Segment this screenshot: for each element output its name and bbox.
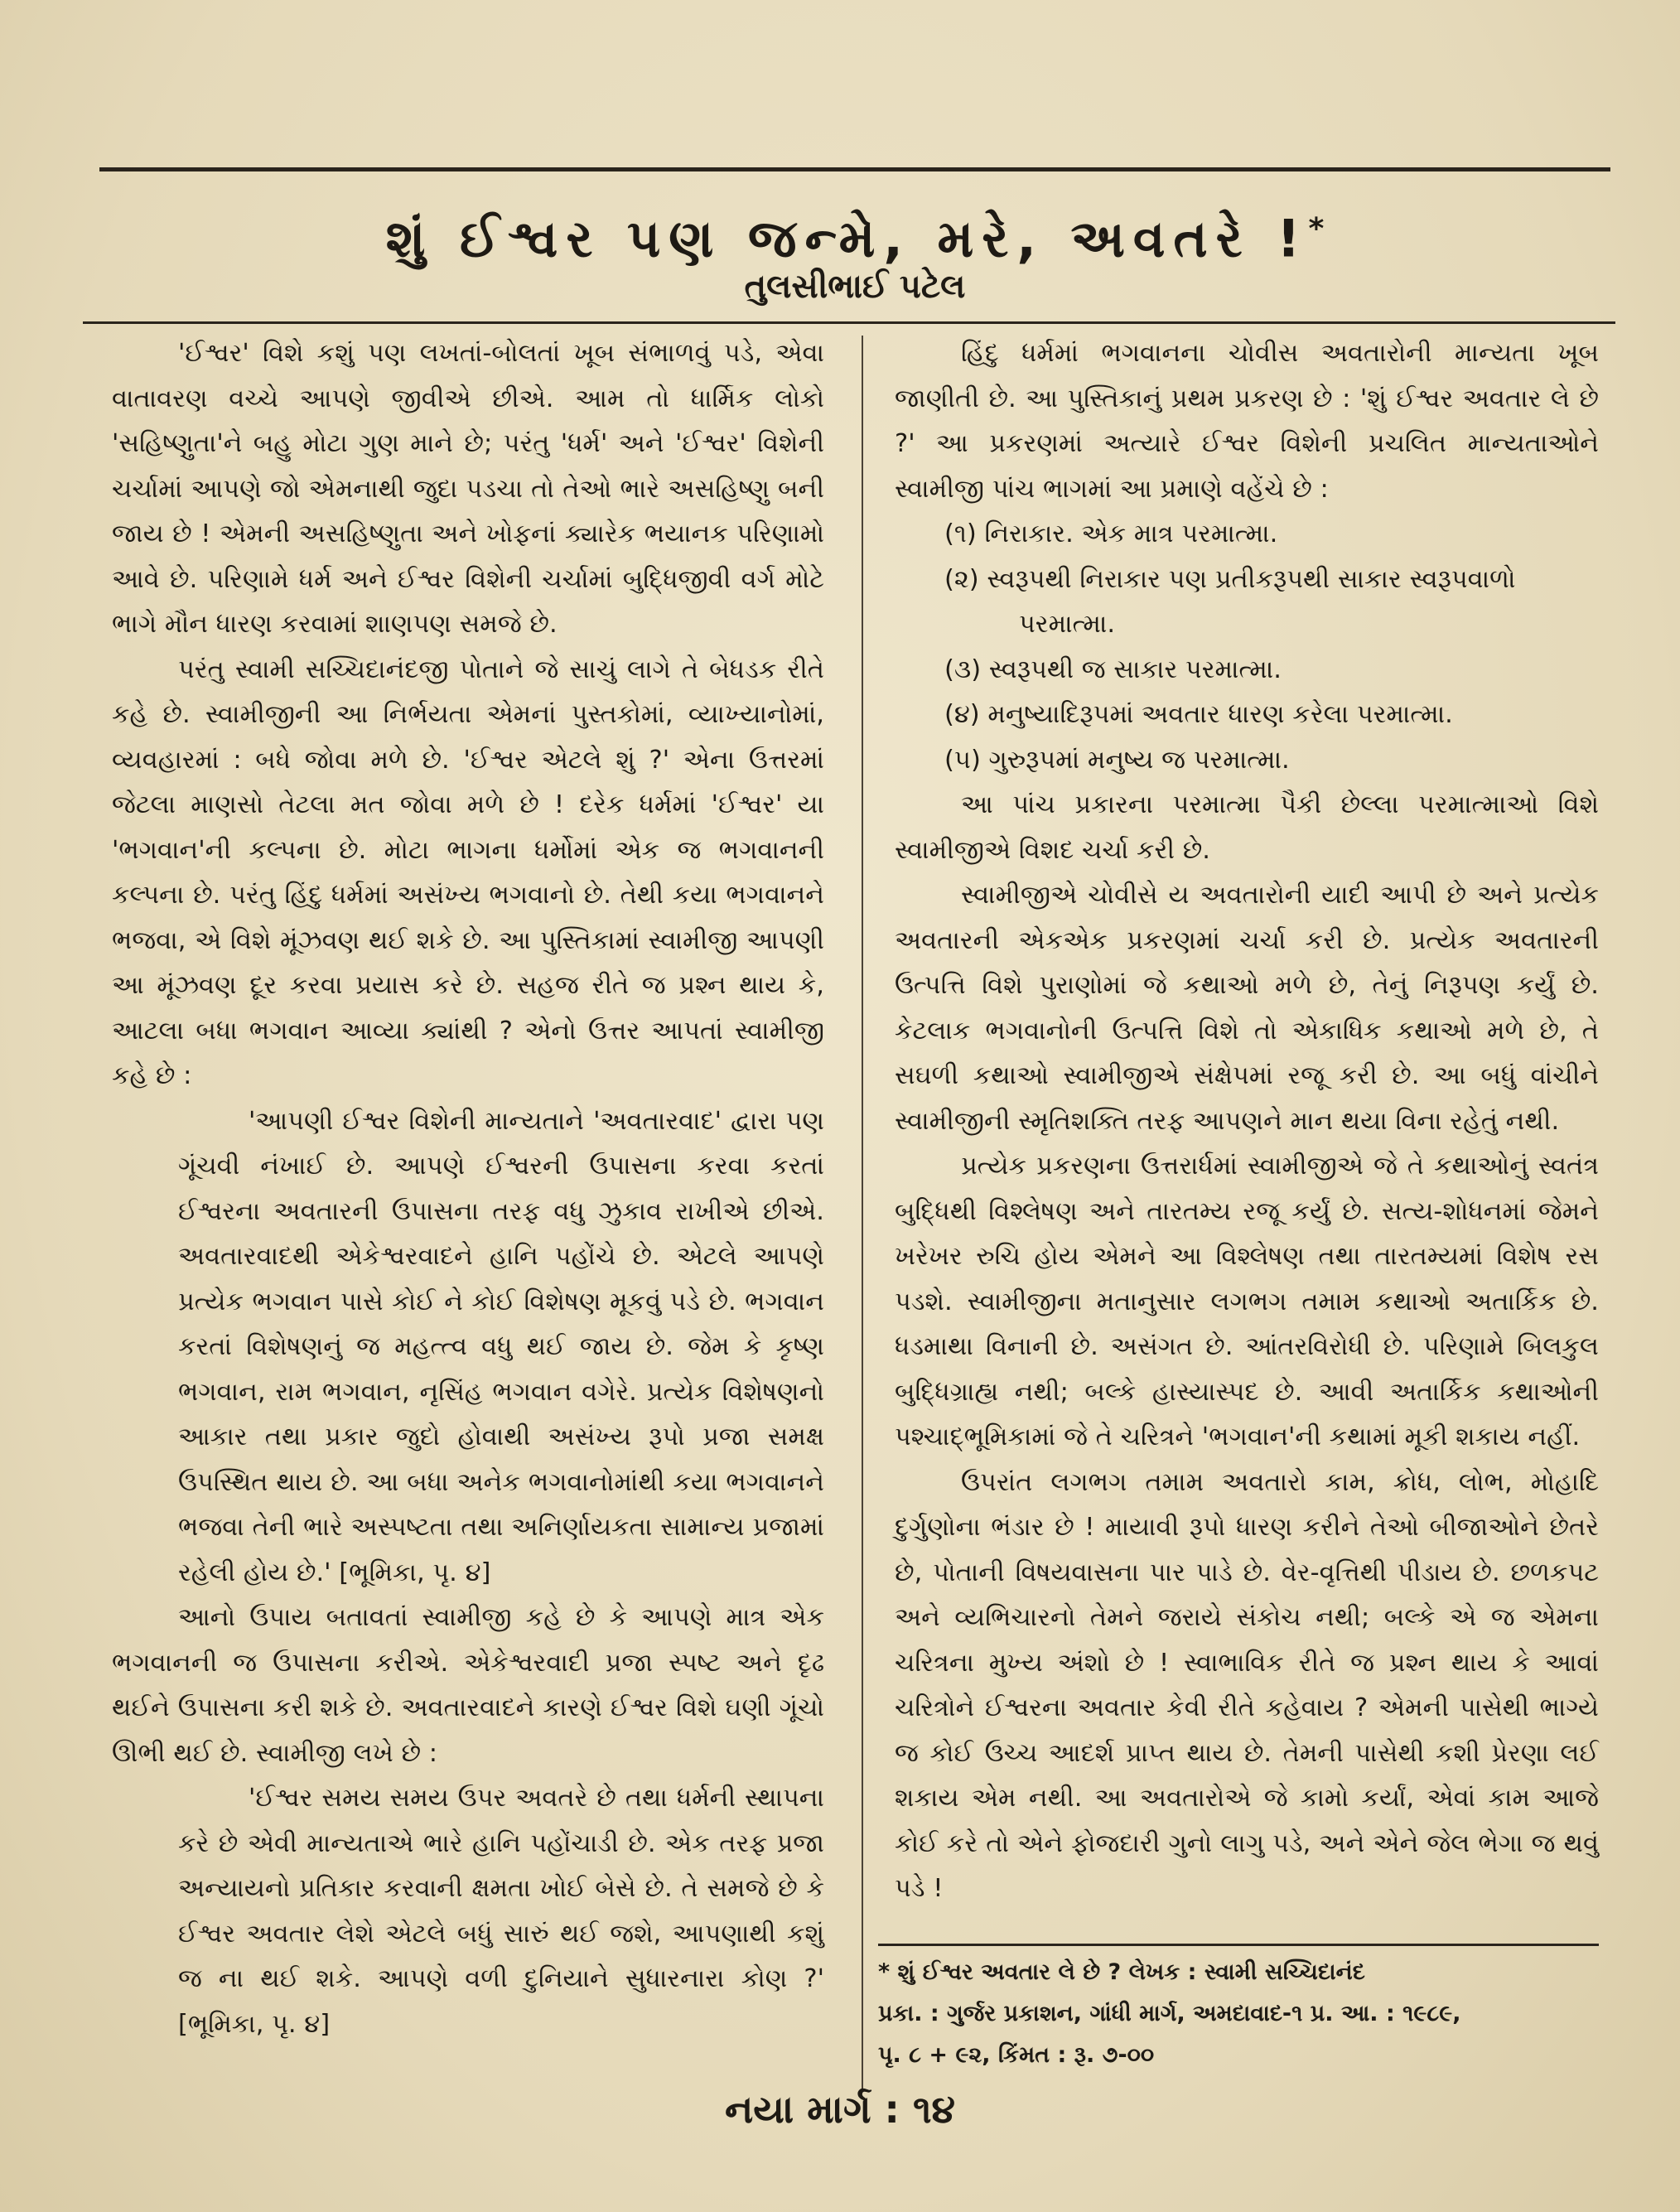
footnote-rule: [878, 1944, 1599, 1946]
footnote-line-2: પ્રકા. : ગુર્જર પ્રકાશન, ગાંધી માર્ગ, અમદાવાદ-૧ પ્ર. આ. : ૧૯૮૯,: [878, 2001, 1461, 2026]
left-column: [112, 331, 824, 2047]
list-item: (૨) સ્વરૂપથી નિરાકાર પણ પ્રતીકરૂપથી સાકાર સ્વરૂપવાળો પરમાત્મા.: [944, 564, 1516, 639]
left-quote-1: 'આપણી ઈશ્વર વિશેની માન્યતાને 'અવતારવાદ' દ્વારા પણ ગૂંચવી નંખાઈ છે. આપણે ઈશ્વરની ઉપાસના કરવા કરતાં ઈશ્વરના અવતારની ઉપાસના તરફ વધુ ઝુકાવ રાખીએ છીએ. અવતારવાદથી એકેશ્વરવાદને હાનિ પહોંચે છે. એટલે આપણે પ્રત્યેક ભગવાન પાસે કોઈ ને કોઈ વિશેષણ મૂકવું પડે છે. ભગવાન કરતાં વિશેષણનું જ મહત્ત્વ વધુ થઈ જાય છે. જેમ કે કૃષ્ણ ભગવાન, રામ ભગવાન, નૃસિંહ ભગવાન વગેરે. પ્રત્યેક વિશેષણનો આકાર તથા પ્રકાર જુદો હોવાથી અસંખ્ય રૂપો પ્રજા સમક્ષ ઉપસ્થિત થાય છે. આ બધા અનેક ભગવાનોમાંથી કયા ભગવાનને ભજવા તેની ભારે અસ્પષ્ટતા તથા અનિર્ણાયકતા સામાન્ય પ્રજામાં રહેલી હોય છે.' [ભૂમિકા, પૃ. ૪]: [178, 1106, 824, 1587]
article-title-text: શું ઈશ્વર પણ જન્મે, મરે, અવતરે !: [385, 208, 1309, 269]
list-item: (૩) સ્વરૂપથી જ સાકાર પરમાત્મા.: [944, 654, 1282, 684]
left-paragraph-2: પરંતુ સ્વામી સચ્ચિદાનંદજી પોતાને જે સાચું લાગે તે બેધડક રીતે કહે છે. સ્વામીજીની આ નિર્ભયતા એમનાં પુસ્તકોમાં, વ્યાખ્યાનોમાં, વ્યવહારમાં : બધે જોવા મળે છે. 'ઈશ્વર એટલે શું ?' એના ઉત્તરમાં જેટલા માણસો તેટલા મત જોવા મળે છે ! દરેક ધર્મમાં 'ઈશ્વર' યા 'ભગવાન'ની કલ્પના છે. મોટા ભાગના ધર્મોમાં એક જ ભગવાનની કલ્પના છે. પરંતુ હિંદુ ધર્મમાં અસંખ્ય ભગવાનો છે. તેથી કયા ભગવાનને ભજવા, એ વિશે મૂંઝવણ થઈ શકે છે. આ પુસ્તિકામાં સ્વામીજી આપણી આ મૂંઝવણ દૂર કરવા પ્રયાસ કરે છે. સહજ રીતે જ પ્રશ્ન થાય કે, આટલા બધા ભગવાન આવ્યા ક્યાંથી ? એનો ઉત્તર આપતાં સ્વામીજી કહે છે :: [112, 654, 824, 1090]
footnote-line-3: પૃ. ૮ + ૯૨, કિંમત : રૂ. ૭-૦૦: [878, 2042, 1155, 2068]
list-item: (૫) ગુરુરૂપમાં મનુષ્ય જ પરમાત્મા.: [944, 745, 1290, 775]
left-paragraph-1: 'ઈશ્વર' વિશે કશું પણ લખતાં-બોલતાં ખૂબ સંભાળવું પડે, એવા વાતાવરણ વચ્ચે આપણે જીવીએ છીએ. આમ તો ધાર્મિક લોકો 'સહિષ્ણુતા'ને બહુ મોટા ગુણ માને છે; પરંતુ 'ધર્મ' અને 'ઈશ્વર' વિશેની ચર્ચામાં આપણે જો એમનાથી જુદા પડચા તો તેઓ ભારે અસહિષ્ણુ બની જાય છે ! એમની અસહિષ્ણુતા અને ખોફનાં ક્યારેક ભયાનક પરિણામો આવે છે. પરિણામે ધર્મ અને ઈશ્વર વિશેની ચર્ચામાં બુદ્ધિજીવી વર્ગ મોટે ભાગે મૌન ધારણ કરવામાં શાણપણ સમજે છે.: [112, 339, 824, 639]
column-divider: [862, 336, 863, 2092]
left-paragraph-3: આનો ઉપાય બતાવતાં સ્વામીજી કહે છે કે આપણે માત્ર એક ભગવાનની જ ઉપાસના કરીએ. એકેશ્વરવાદી પ્રજા સ્પષ્ટ અને દૃઢ થઈને ઉપાસના કરી શકે છે. અવતારવાદને કારણે ઈશ્વર વિશે ઘણી ગૂંચો ઊભી થઈ છે. સ્વામીજી લખે છે :: [112, 1603, 824, 1768]
list-item: (૪) મનુષ્યાદિરૂપમાં અવતાર ધારણ કરેલા પરમાત્મા.: [944, 700, 1453, 729]
header-rule: [83, 321, 1615, 324]
footnote: [878, 1952, 1607, 2076]
belief-list: [895, 512, 1599, 783]
page-footer: નયા માર્ગ : ૧૪: [724, 2087, 956, 2132]
top-rule: [99, 167, 1610, 171]
title-footnote-mark: *: [1308, 212, 1325, 246]
footnote-line-1: * શું ઈશ્વર અવતાર લે છે ? લેખક : સ્વામી સચ્ચિદાનંદ: [878, 1959, 1365, 1985]
right-paragraph-3: સ્વામીજીએ ચોવીસે ય અવતારોની યાદી આપી છે અને પ્રત્યેક અવતારની એકએક પ્રકરણમાં ચર્ચા કરી છે. પ્રત્યેક અવતારની ઉત્પત્તિ વિશે પુરાણોમાં જે કથાઓ મળે છે, તેનું નિરૂપણ કર્યું છે. કેટલાક ભગવાનોની ઉત્પત્તિ વિશે તો એકાધિક કથાઓ મળે છે, તે સઘળી કથાઓ સ્વામીજીએ સંક્ષેપમાં રજૂ કરી છે. આ બધું વાંચીને સ્વામીજીની સ્મૃતિશક્તિ તરફ આપણને માન થયા વિના રહેતું નથી.: [895, 881, 1599, 1136]
right-paragraph-4: પ્રત્યેક પ્રકરણના ઉત્તરાર્ધમાં સ્વામીજીએ જે તે કથાઓનું સ્વતંત્ર બુદ્ધિથી વિશ્લેષણ અને તારતમ્ય રજૂ કર્યું છે. સત્ય-શોધનમાં જેમને ખરેખર રુચિ હોય એમને આ વિશ્લેષણ તથા તારતમ્યમાં વિશેષ રસ પડશે. સ્વામીજીના મતાનુસાર લગભગ તમામ કથાઓ અતાર્કિક છે. ધડમાથા વિનાની છે. અસંગત છે. આંતરવિરોધી છે. પરિણામે બિલકુલ બુદ્ધિગ્રાહ્ય નથી; બલ્કે હાસ્યાસ્પદ છે. આવી અતાર્કિક કથાઓની પશ્ચાદ્ભૂમિકામાં જે તે ચરિત્રને 'ભગવાન'ની કથામાં મૂકી શકાય નહીં.: [895, 1152, 1599, 1451]
right-paragraph-1: હિંદુ ધર્મમાં ભગવાનના ચોવીસ અવતારોની માન્યતા ખૂબ જાણીતી છે. આ પુસ્તિકાનું પ્રથમ પ્રકરણ છે : 'શું ઈશ્વર અવતાર લે છે ?' આ પ્રકરણમાં અત્યારે ઈશ્વર વિશેની પ્રચલિત માન્યતાઓને સ્વામીજી પાંચ ભાગમાં આ પ્રમાણે વહેંચે છે :: [895, 339, 1599, 504]
left-quote-2: 'ઈશ્વર સમય સમય ઉપર અવતરે છે તથા ધર્મની સ્થાપના કરે છે એવી માન્યતાએ ભારે હાનિ પહોંચાડી છે. એક તરફ પ્રજા અન્યાયનો પ્રતિકાર કરવાની ક્ષમતા ખોઈ બેસે છે. તે સમજે છે કે ઈશ્વર અવતાર લેશે એટલે બધું સારું થઈ જશે, આપણાથી કશું જ ના થઈ શકે. આપણે વળી દુનિયાને સુધારનારા કોણ ?' [ભૂમિકા, પૃ. ૪]: [178, 1784, 824, 2039]
right-paragraph-2: આ પાંચ પ્રકારના પરમાત્મા પૈકી છેલ્લા પરમાત્માઓ વિશે સ્વામીજીએ વિશદ ચર્ચા કરી છે.: [895, 790, 1599, 865]
list-item: (૧) નિરાકાર. એક માત્ર પરમાત્મા.: [944, 519, 1278, 548]
article-author: તુલસીભાઈ પટેલ: [744, 268, 966, 306]
right-paragraph-5: ઉપરાંત લગભગ તમામ અવતારો કામ, ક્રોધ, લોભ, મોહાદિ દુર્ગુણોના ભંડાર છે ! માયાવી રૂપો ધારણ કરીને તેઓ બીજાઓને છેતરે છે, પોતાની વિષયવાસના પાર પાડે છે. વેર-વૃત્તિથી પીડાય છે. છળકપટ અને વ્યભિચારનો તેમને જરાયે સંકોચ નથી; બલ્કે એ જ એમના ચરિત્રના મુખ્ય અંશો છે ! સ્વાભાવિક રીતે જ પ્રશ્ન થાય કે આવાં ચરિત્રોને ઈશ્વરના અવતાર કેવી રીતે કહેવાય ? એમની પાસેથી ભાગ્યે જ કોઈ ઉચ્ચ આદર્શ પ્રાપ્ત થાય છે. તેમની પાસેથી કશી પ્રેરણા લઈ શકાય એમ નથી. આ અવતારોએ જે કામો કર્યાં, એવાં કામ આજે કોઈ કરે તો એને ફોજદારી ગુનો લાગુ પડે, અને એને જેલ ભેગા જ થવું પડે !: [895, 1467, 1599, 1903]
right-column: [895, 331, 1599, 1912]
